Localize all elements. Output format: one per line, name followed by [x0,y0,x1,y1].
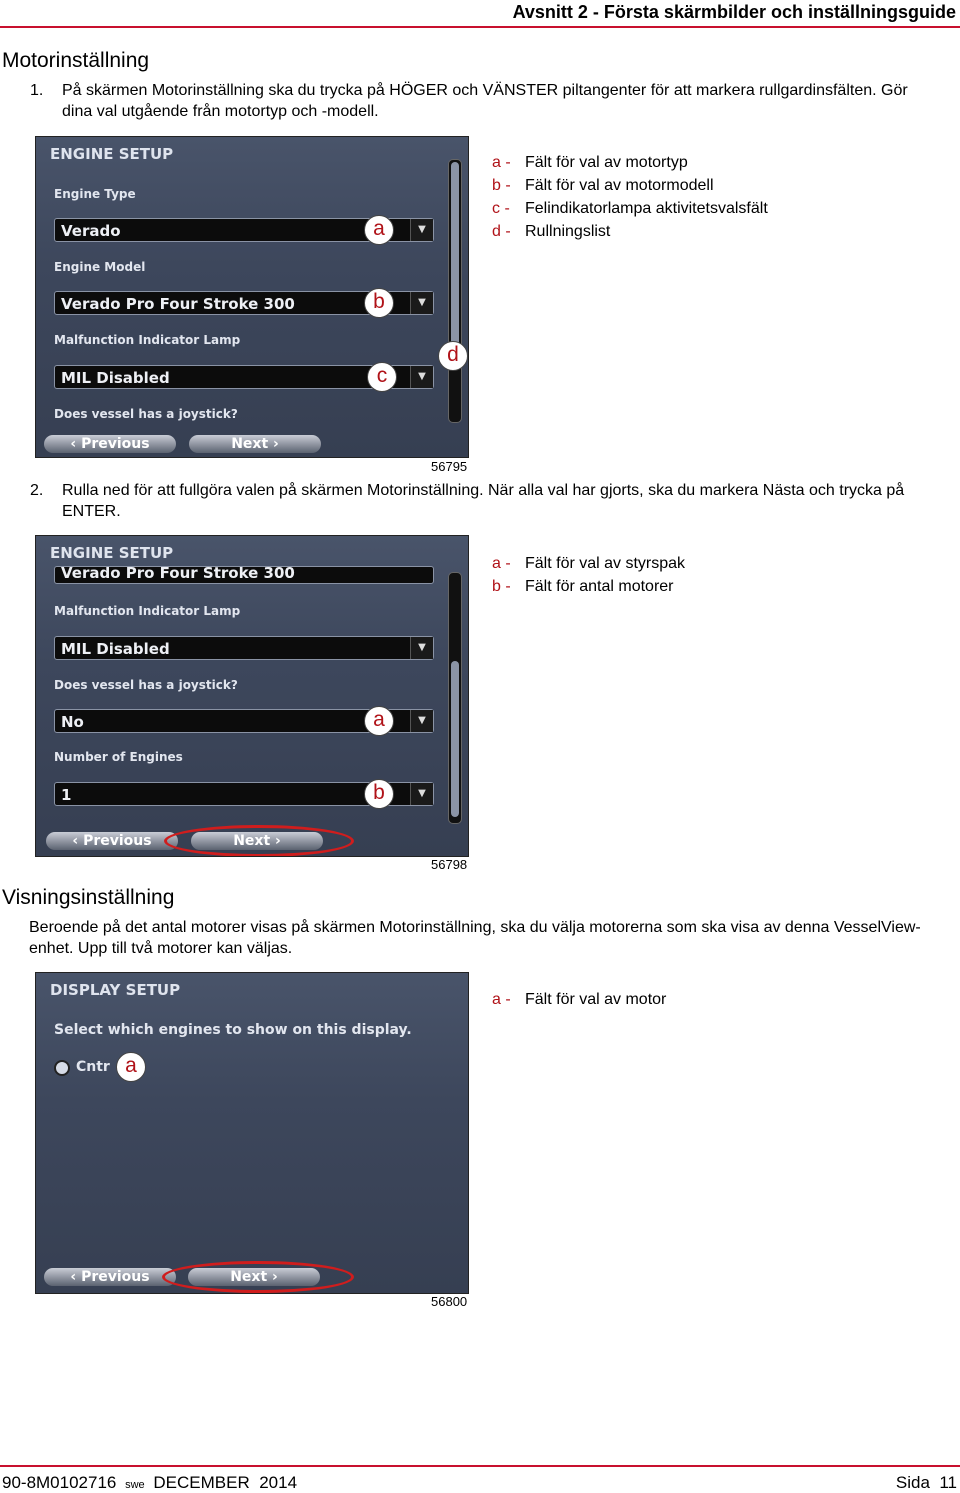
legend-item: b - Fält för antal motorer [492,578,674,595]
figure-id: 56798 [431,857,468,872]
scrollbar[interactable] [448,159,462,423]
legend-item: a - Fält för val av motortyp [492,154,688,171]
section-2-text: Beroende på det antal motorer visas på skärmen Motorinställning, ska du välja motorerna som ska visa av denna VesselView-enhet. Upp till två motorer kan väljas. [29,919,921,957]
figure-2-legend [492,552,685,598]
next-button[interactable]: Next › [191,832,323,850]
legend-item: d - Rullningslist [492,223,611,240]
screen-title: ENGINE SETUP [50,145,174,163]
chevron-down-icon: ▼ [410,292,433,314]
mil-field[interactable] [54,636,434,660]
scrollbar-thumb[interactable] [451,661,459,817]
figure-3-legend [492,988,666,1011]
section-header: Avsnitt 2 - Första skärmbilder och inställningsguide [512,2,956,22]
footer-rule [0,1465,960,1467]
step-1-text: På skärmen Motorinställning ska du trycka på HÖGER och VÄNSTER piltangenter för att markera rullgardinsfälten. Gör dina val utgående från motortyp och -modell. [62,82,908,120]
figure-id: 56795 [431,459,468,474]
num-engines-value: 1 [61,786,72,804]
figure-id: 56800 [431,1294,468,1309]
radio-icon[interactable] [54,1060,70,1076]
engine-model-value: Verado Pro Four Stroke 300 [61,295,295,313]
joystick-label: Does vessel has a joystick? [54,678,238,692]
step-2-number: 2. [30,482,44,499]
next-button[interactable]: Next › [188,1268,320,1286]
previous-button[interactable]: ‹ Previous [44,435,176,453]
engine-model-value: Verado Pro Four Stroke 300 [61,566,295,582]
highlight-next-ellipse [164,825,354,857]
section-title-engine-setup: Motorinställning [2,49,150,72]
callout-a: a [116,1052,146,1082]
engine-setup-screen-1 [35,136,469,458]
legend-item: a - Fält för val av motor [492,991,667,1008]
legend-item: a - Fält för val av styrspak [492,555,686,572]
chevron-down-icon: ▼ [410,710,433,732]
scrollbar-thumb[interactable] [451,162,459,352]
callout-c: c [367,362,397,392]
publication-date: DECEMBER 2014 [153,1473,298,1492]
engine-model-label: Engine Model [54,260,146,274]
chevron-down-icon: ▼ [410,366,433,388]
mil-value: MIL Disabled [61,369,170,387]
step-2-text: Rulla ned för att fullgöra valen på skärmen Motorinställning. När alla val har gjorts, ska du markera Nästa och trycka på ENTER. [62,482,905,520]
callout-b: b [364,288,394,318]
chevron-down-icon: ▼ [410,637,433,659]
chevron-down-icon: ▼ [410,219,433,241]
engine-type-value: Verado [61,222,121,240]
step-1-number: 1. [30,82,44,99]
highlight-next-ellipse [162,1261,354,1293]
footer-left [2,1473,297,1493]
mil-label: Malfunction Indicator Lamp [54,333,241,347]
figure-1-legend [492,151,768,243]
callout-a: a [364,215,394,245]
engine-model-field[interactable] [54,566,434,584]
previous-button[interactable]: ‹ Previous [44,1268,176,1286]
chevron-down-icon: ▼ [410,783,433,805]
section-title-display-setup: Visningsinställning [2,886,175,909]
engine-setup-screen-2 [35,535,469,857]
scrollbar[interactable] [448,572,462,824]
joystick-value: No [61,713,84,731]
header-rule [0,26,960,28]
mil-value: MIL Disabled [61,640,170,658]
legend-item: b - Fält för val av motormodell [492,177,714,194]
previous-button[interactable]: ‹ Previous [46,832,178,850]
screen-title: DISPLAY SETUP [50,981,181,999]
option-cntr[interactable]: Cntr [76,1059,110,1075]
callout-d: d [438,341,468,371]
next-button[interactable]: Next › [189,435,321,453]
mil-label: Malfunction Indicator Lamp [54,604,241,618]
instruction-text: Select which engines to show on this display. [54,1022,412,1038]
callout-a: a [364,706,394,736]
page-number: Sida 11 [895,1473,957,1492]
engine-type-label: Engine Type [54,187,136,201]
doc-number: 90-8M0102716 [2,1473,117,1492]
language-code: swe [125,1479,145,1491]
joystick-label: Does vessel has a joystick? [54,407,238,421]
legend-item: c - Felindikatorlampa aktivitetsvalsfält [492,200,768,217]
num-engines-label: Number of Engines [54,750,183,764]
callout-b: b [364,779,394,809]
display-setup-screen [35,972,469,1294]
screen-title: ENGINE SETUP [50,544,174,562]
